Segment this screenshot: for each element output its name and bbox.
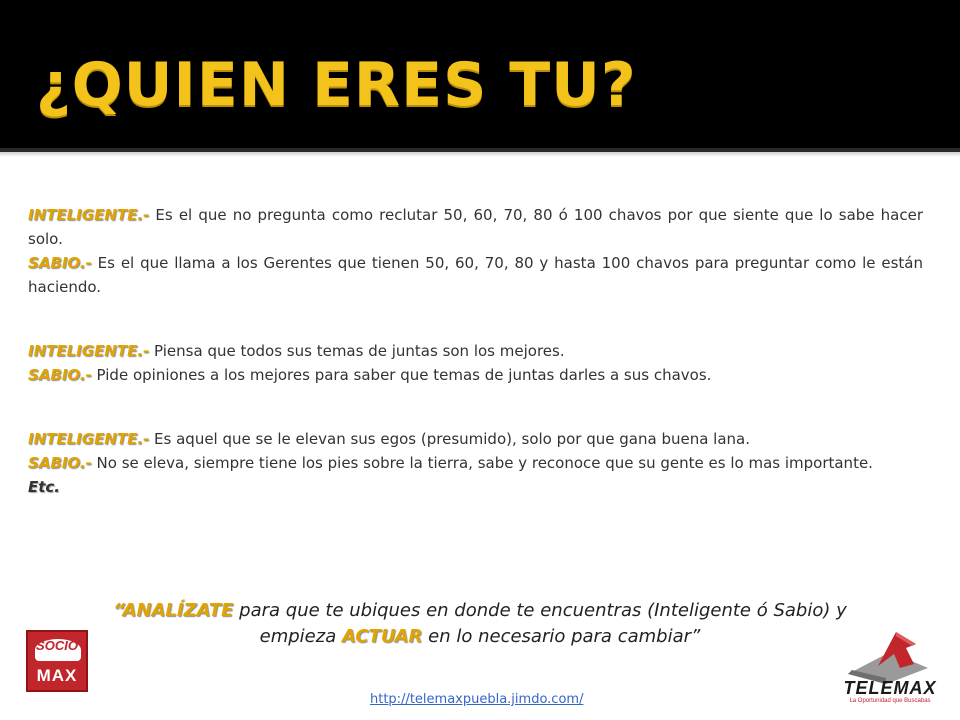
- website-link[interactable]: http://telemaxpuebla.jimdo.com/: [370, 692, 584, 707]
- sabio-term: SABIO.-: [28, 366, 92, 384]
- sabio-text: No se eleva, siempre tiene los pies sobre la tierra, sabe y reconoce que su gente es lo mas importante.: [91, 454, 873, 472]
- telemax-wordmark: TELEMAX: [843, 678, 937, 698]
- sabio-term: SABIO.-: [28, 454, 92, 472]
- slide-title: ¿QUIEN ERES TU?: [36, 50, 637, 120]
- title-banner: [0, 0, 960, 152]
- quote-text-1: para que te ubiques en donde te encuentras (Inteligente ó Sabio) y: [233, 600, 847, 621]
- sabio-text: Pide opiniones a los mejores para saber que temas de juntas darles a sus chavos.: [91, 366, 712, 384]
- comparison-block-1: [28, 203, 923, 299]
- inteligente-text: Es aquel que se le elevan sus egos (presumido), solo por que gana buena lana.: [149, 430, 750, 448]
- telemax-arrow-icon: [830, 628, 946, 684]
- etc-label: Etc.: [28, 478, 61, 496]
- closing-quote: [80, 598, 880, 650]
- comparison-block-3: [28, 427, 923, 475]
- sabio-paragraph: [28, 363, 923, 387]
- telemax-logo: [830, 628, 946, 708]
- quote-line-2: [80, 624, 880, 650]
- content-area: [28, 203, 923, 499]
- inteligente-term: INTELIGENTE.-: [28, 206, 150, 224]
- sabio-paragraph: [28, 451, 923, 475]
- sabio-text: Es el que llama a los Gerentes que tienen 50, 60, 70, 80 y hasta 100 chavos para preguntar como le están haciendo.: [28, 254, 923, 296]
- quote-text-2a: empieza: [259, 626, 342, 647]
- inteligente-term: INTELIGENTE.-: [28, 342, 150, 360]
- inteligente-text: Piensa que todos sus temas de juntas son los mejores.: [149, 342, 565, 360]
- analizate-highlight: “ANALÍZATE: [113, 600, 234, 621]
- quote-text-2b: en lo necesario para cambiar”: [422, 626, 701, 647]
- sabio-term: SABIO.-: [28, 254, 92, 272]
- sociomax-logo-bottom: MAX: [36, 666, 78, 685]
- comparison-block-2: [28, 339, 923, 387]
- inteligente-paragraph: [28, 339, 923, 363]
- inteligente-term: INTELIGENTE.-: [28, 430, 150, 448]
- inteligente-paragraph: [28, 427, 923, 451]
- inteligente-text: Es el que no pregunta como reclutar 50, 60, 70, 80 ó 100 chavos por que siente que lo sabe hacer solo.: [28, 206, 923, 248]
- sociomax-logo: [26, 630, 88, 692]
- sociomax-logo-top: SOCIO: [36, 638, 78, 653]
- actuar-highlight: ACTUAR: [341, 626, 423, 647]
- quote-line-1: [80, 598, 880, 624]
- telemax-slogan: La Oportunidad que Buscabas: [849, 698, 931, 704]
- sabio-paragraph: [28, 251, 923, 299]
- inteligente-paragraph: [28, 203, 923, 251]
